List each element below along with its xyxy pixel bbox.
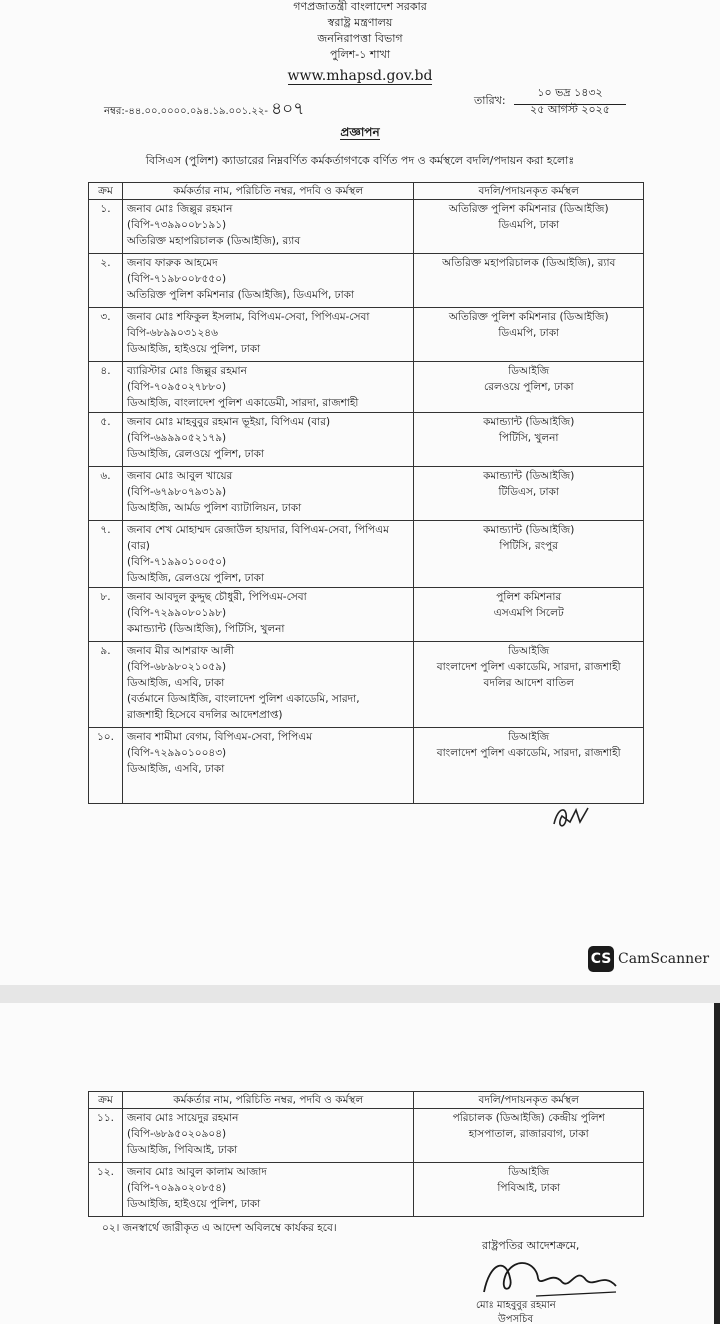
- officer-line: ডিআইজি, হাইওয়ে পুলিশ, ঢাকা: [126, 1198, 261, 1210]
- officer-line: জনাব মীর আশরাফ আলী: [126, 645, 235, 657]
- serial-cell: ৮.: [89, 588, 123, 642]
- transfer-table-page-1: [88, 182, 644, 804]
- posting-line: ডিআইজি: [508, 1166, 550, 1178]
- table-row: [89, 521, 644, 588]
- posting-line: কমান্ড্যান্ট (ডিআইজি): [483, 524, 575, 536]
- posting-cell: [414, 1163, 644, 1217]
- officer-line: (বিপি-৭২৯৯০১০০৪৩): [126, 747, 227, 759]
- posting-line: অতিরিক্ত পুলিশ কমিশনার (ডিআইজি): [448, 311, 609, 323]
- serial-cell: ২.: [89, 254, 123, 308]
- memo-number-text: নম্বর:-৪৪.০০.০০০০.০৯৪.১৯.০০১.২২-: [104, 106, 268, 117]
- page-edge-shadow: [714, 1003, 720, 1324]
- posting-line: কমান্ড্যান্ট (ডিআইজি): [483, 470, 575, 482]
- camscanner-label: CamScanner: [618, 951, 710, 967]
- serial-cell: ৬.: [89, 467, 123, 521]
- transfer-table-page-2: [88, 1091, 644, 1217]
- posting-line: পরিচালক (ডিআইজি) কেন্দ্রীয় পুলিশ: [452, 1112, 605, 1124]
- officer-name: মোঃ মাহবুবুর রহমান: [476, 1300, 556, 1311]
- officer-line: ডিআইজি, বাংলাদেশ পুলিশ একাডেমী, সারদা, রাজশাহী: [126, 397, 359, 409]
- officer-cell: [122, 1109, 413, 1163]
- officer-line: ডিআইজি, রেলওয়ে পুলিশ, ঢাকা: [126, 448, 265, 460]
- officer-line: জনাব মোঃ আবুল খায়ের: [126, 470, 233, 482]
- officer-line: অতিরিক্ত পুলিশ কমিশনার (ডিআইজি), ডিএমপি, ঢাকা: [126, 289, 355, 301]
- header-serial: ক্রম: [89, 1092, 123, 1109]
- posting-cell: [414, 308, 644, 362]
- posting-line: ডিআইজি: [508, 365, 550, 377]
- header-division: জননিরাপত্তা বিভাগ: [317, 32, 403, 45]
- officer-line: ডিআইজি, এসবি, ঢাকা: [126, 677, 225, 689]
- camscanner-watermark: [588, 946, 709, 972]
- officer-cell: [122, 521, 413, 588]
- officer-line: অতিরিক্ত মহাপরিচালক (ডিআইজি), র‍্যাব: [126, 235, 301, 247]
- date-english: ২৫ আগস্ট ২০২৫: [530, 103, 610, 116]
- officer-designation: উপসচিব: [498, 1314, 534, 1325]
- posting-cell: [414, 467, 644, 521]
- posting-line: পিবিআই, ঢাকা: [497, 1182, 561, 1194]
- table-row: [89, 413, 644, 467]
- posting-cell: [414, 588, 644, 642]
- website-link[interactable]: www.mhapsd.gov.bd: [287, 68, 433, 84]
- serial-cell: ৪.: [89, 362, 123, 413]
- posting-line: বদলির আদেশ বাতিল: [483, 677, 574, 689]
- officer-line: (বিপি-৭১৯৯০১০০৫০): [126, 556, 227, 568]
- officer-cell: [122, 254, 413, 308]
- officer-line: (বিপি-৭০৯৫০২৭৮৮০): [126, 381, 227, 393]
- date-label: তারিখ:: [474, 94, 506, 107]
- posting-line: বাংলাদেশ পুলিশ একাডেমি, সারদা, রাজশাহী: [436, 747, 621, 759]
- posting-cell: [414, 728, 644, 804]
- officer-line: জনাব মোঃ সায়েদুর রহমান: [126, 1112, 239, 1124]
- header-website[interactable]: [0, 68, 720, 84]
- posting-line: টিডিএস, ঢাকা: [498, 486, 559, 498]
- officer-line: (বর্তমানে ডিআইজি, বাংলাদেশ পুলিশ একাডেমি, সারদা,: [126, 693, 360, 705]
- posting-line: পিটিসি, রংপুর: [499, 540, 559, 552]
- table-row: [89, 642, 644, 728]
- header-ministry: স্বরাষ্ট্র মন্ত্রণালয়: [327, 16, 393, 29]
- memo-number-handwritten: ৪০৭: [271, 99, 305, 119]
- posting-cell: [414, 521, 644, 588]
- date-bangla: ১০ ভদ্র ১৪৩২: [514, 84, 626, 105]
- officer-line: বিপি-৬৮৯৯০৩১২৪৬: [126, 327, 218, 339]
- table-row: [89, 1109, 644, 1163]
- table-row: [89, 1163, 644, 1217]
- officer-line: জনাব ফারুক আহমেদ: [126, 257, 218, 269]
- posting-line: অতিরিক্ত পুলিশ কমিশনার (ডিআইজি): [448, 203, 609, 215]
- posting-cell: [414, 200, 644, 254]
- header-officer: কর্মকর্তার নাম, পরিচিতি নম্বর, পদবি ও কর্মস্থল: [122, 183, 413, 200]
- table-row: [89, 254, 644, 308]
- memo-number: [104, 96, 304, 124]
- subject-line: বিসিএস (পুলিশ) ক্যাডারের নিম্নবর্ণিত কর্মকর্তাগণকে বর্ণিত পদ ও কর্মস্থলে বদলি/পদায়ন করা হলোঃ: [145, 154, 575, 167]
- serial-cell: ৯.: [89, 642, 123, 728]
- officer-line: (বিপি-৭৩৯৯০০৮১৯১): [126, 219, 227, 231]
- header-posting: বদলি/পদায়নকৃত কর্মস্থল: [414, 1092, 644, 1109]
- camscanner-logo: CS: [588, 946, 614, 972]
- officer-line: ডিআইজি, পিবিআই, ঢাকা: [126, 1144, 238, 1156]
- officer-cell: [122, 588, 413, 642]
- posting-cell: [414, 1109, 644, 1163]
- officer-line: জনাব শেখ মোহাম্মদ রেজাউল হায়দার, বিপিএম-সেবা, পিপিএম (বার): [126, 524, 389, 552]
- posting-cell: [414, 362, 644, 413]
- posting-line: অতিরিক্ত মহাপরিচালক (ডিআইজি), র‍্যাব: [442, 257, 616, 269]
- posting-line: ডিএমপি, ঢাকা: [498, 219, 560, 231]
- posting-cell: [414, 254, 644, 308]
- initial-signature: [548, 800, 596, 834]
- serial-cell: ৫.: [89, 413, 123, 467]
- posting-line: এসএমপি সিলেট: [493, 607, 564, 619]
- officer-cell: [122, 413, 413, 467]
- officer-line: (বিপি-৬৭৯৮০৭৯৩১৯): [126, 486, 227, 498]
- officer-line: (বিপি-৬৯৯৯০৫২১৭৯): [126, 432, 227, 444]
- serial-cell: ১.: [89, 200, 123, 254]
- serial-cell: ১০.: [89, 728, 123, 804]
- effective-note: ০২। জনস্বার্থে জারীকৃত এ আদেশ অবিলম্বে কার্যকর হবে।: [102, 1222, 337, 1234]
- header-serial: ক্রম: [89, 183, 123, 200]
- serial-cell: ১২.: [89, 1163, 123, 1217]
- header-section: পুলিশ-১ শাখা: [329, 48, 391, 61]
- officer-cell: [122, 1163, 413, 1217]
- serial-cell: ১১.: [89, 1109, 123, 1163]
- posting-line: কমান্ড্যান্ট (ডিআইজি): [483, 416, 575, 428]
- table-row: [89, 200, 644, 254]
- posting-cell: [414, 642, 644, 728]
- officer-line: ব্যারিস্টার মোঃ জিল্লুর রহমান: [126, 365, 247, 377]
- posting-line: হাসপাতাল, রাজারবাগ, ঢাকা: [468, 1128, 589, 1140]
- serial-cell: ৭.: [89, 521, 123, 588]
- posting-cell: [414, 413, 644, 467]
- header-officer: কর্মকর্তার নাম, পরিচিতি নম্বর, পদবি ও কর্মস্থল: [122, 1092, 413, 1109]
- officer-signature: [476, 1252, 626, 1300]
- posting-line: পিটিসি, খুলনা: [498, 432, 559, 444]
- serial-cell: ৩.: [89, 308, 123, 362]
- notification-title: [0, 124, 720, 144]
- posting-line: ডিআইজি: [508, 731, 550, 743]
- officer-line: জনাব মোঃ শফিকুল ইসলাম, বিপিএম-সেবা, পিপিএম-সেবা: [126, 311, 370, 323]
- officer-line: রাজশাহী হিসেবে বদলির আদেশপ্রাপ্ত): [126, 709, 283, 721]
- officer-cell: [122, 728, 413, 804]
- posting-line: বাংলাদেশ পুলিশ একাডেমি, সারদা, রাজশাহী: [436, 661, 621, 673]
- officer-cell: [122, 642, 413, 728]
- officer-line: ডিআইজি, আর্মড পুলিশ ব্যাটালিয়ন, ঢাকা: [126, 502, 302, 514]
- officer-line: জনাব মোঃ জিল্লুর রহমান: [126, 203, 233, 215]
- officer-line: জনাব মোঃ মাহবুবুর রহমান ভূইয়া, বিপিএম (বার): [126, 416, 331, 428]
- officer-line: ডিআইজি, রেলওয়ে পুলিশ, ঢাকা: [126, 572, 265, 584]
- table-row: [89, 588, 644, 642]
- table-row: [89, 308, 644, 362]
- table-header-row: [89, 1092, 644, 1109]
- officer-line: (বিপি-৭০৯৯০২০৮৫৪): [126, 1182, 227, 1194]
- header-posting: বদলি/পদায়নকৃত কর্মস্থল: [414, 183, 644, 200]
- page-gap: [0, 985, 720, 1003]
- posting-line: ডিআইজি: [508, 645, 550, 657]
- table-row: [89, 467, 644, 521]
- officer-line: জনাব শামীমা বেগম, বিপিএম-সেবা, পিপিএম: [126, 731, 313, 743]
- posting-line: পুলিশ কমিশনার: [496, 591, 562, 603]
- officer-cell: [122, 200, 413, 254]
- title-text: প্রজ্ঞাপন: [340, 125, 380, 139]
- officer-line: (বিপি-৬৮৯৫০২০৯০৪): [126, 1128, 227, 1140]
- officer-line: জনাব আবদুল কুদ্দুছ চৌধুরী, পিপিএম-সেবা: [126, 591, 307, 603]
- posting-line: ডিএমপি, ঢাকা: [498, 327, 560, 339]
- officer-line: কমান্ড্যান্ট (ডিআইজি), পিটিসি, খুলনা: [126, 623, 285, 635]
- officer-line: ডিআইজি, এসবি, ঢাকা: [126, 763, 225, 775]
- officer-cell: [122, 362, 413, 413]
- officer-line: ডিআইজি, হাইওয়ে পুলিশ, ঢাকা: [126, 343, 261, 355]
- header-government: গণপ্রজাতন্ত্রী বাংলাদেশ সরকার: [293, 0, 427, 13]
- table-header-row: [89, 183, 644, 200]
- posting-line: রেলওয়ে পুলিশ, ঢাকা: [483, 381, 574, 393]
- table-row: [89, 728, 644, 804]
- table-row: [89, 362, 644, 413]
- officer-cell: [122, 308, 413, 362]
- officer-line: (বিপি-৭১৯৮০০৮৫৫০): [126, 273, 227, 285]
- officer-line: (বিপি-৭২৯৯০৮০১৯৮): [126, 607, 227, 619]
- officer-cell: [122, 467, 413, 521]
- presidential-order-line: রাষ্ট্রপতির আদেশক্রমে,: [482, 1239, 580, 1252]
- officer-line: জনাব মোঃ আবুল কালাম আজাদ: [126, 1166, 267, 1178]
- officer-line: (বিপি-৬৮৯৮০২১০৫৯): [126, 661, 227, 673]
